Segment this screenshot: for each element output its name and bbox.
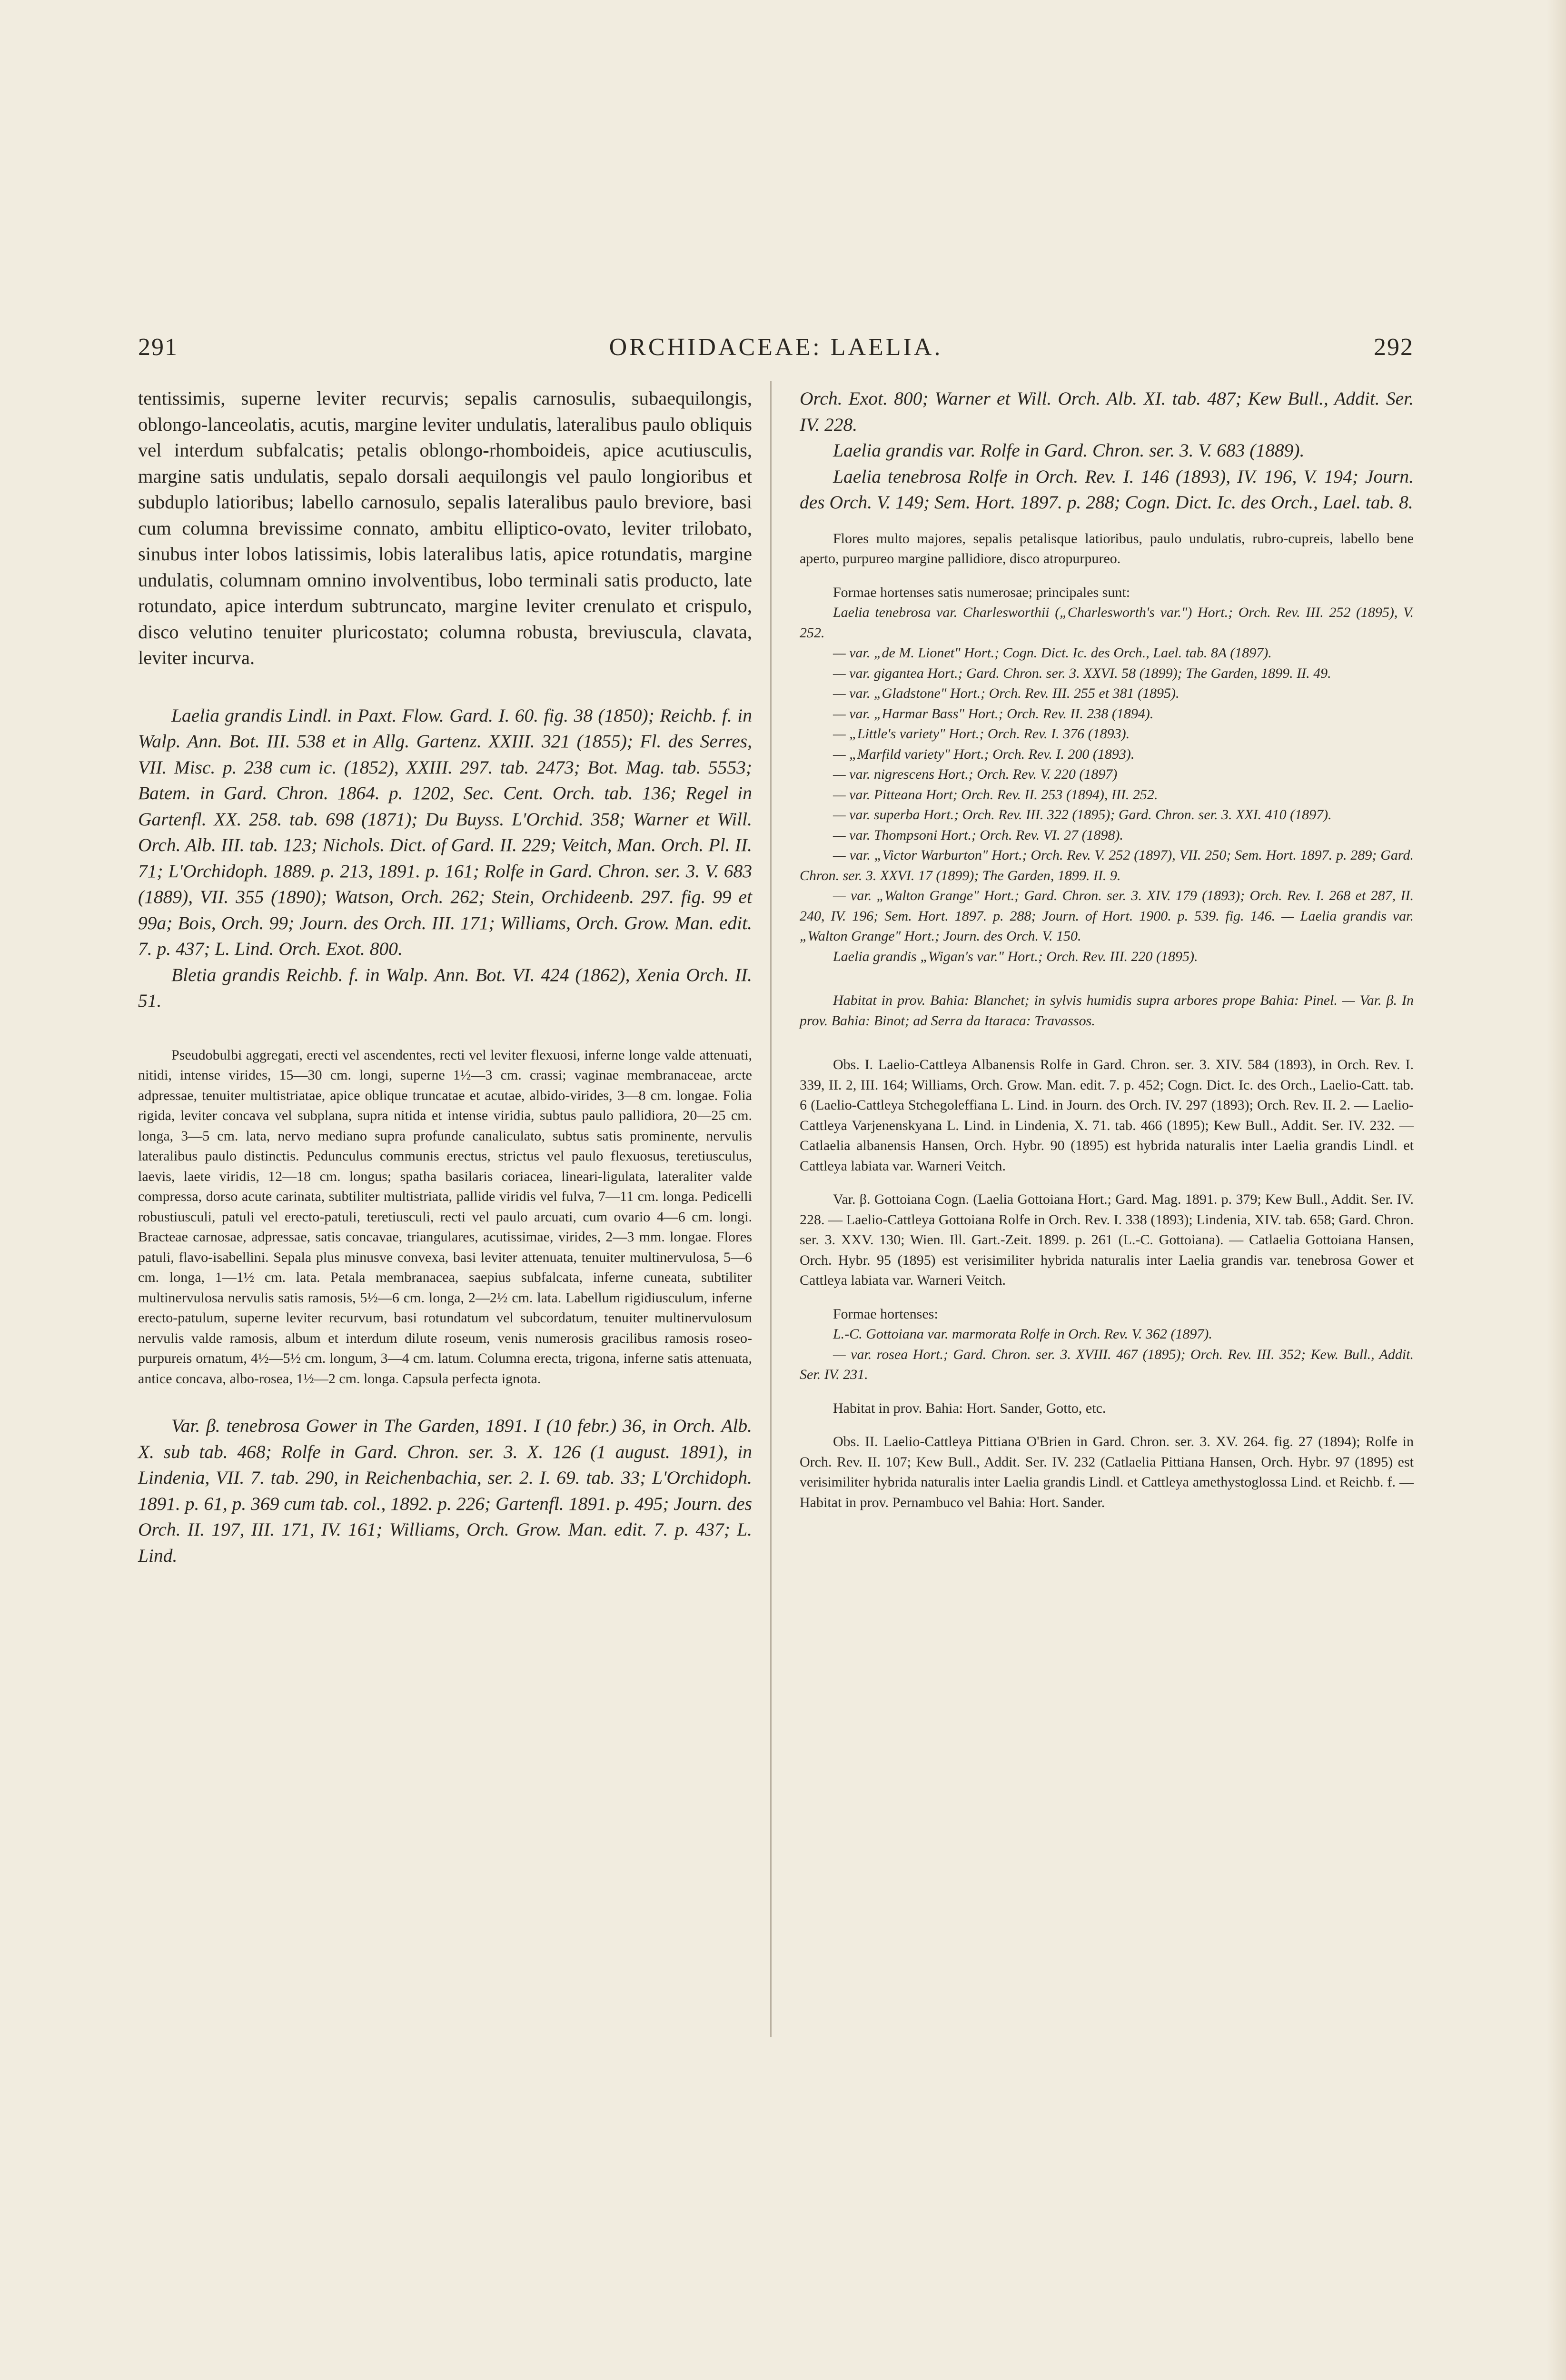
column-divider [770,381,772,2037]
forma-entry: — var. „Gladstone" Hort.; Orch. Rev. III. 255 et 381 (1895). [833,685,1179,701]
synonymy-bletia-grandis: Bletia grandis Reichb. f. in Walp. Ann. Bot. VI. 424 (1862), Xenia Orch. II. 51. [138,964,752,1011]
left-column [138,386,752,1568]
right-column [800,386,1414,1513]
forma-entry: — var. „Harmar Bass" Hort.; Orch. Rev. II. 238 (1894). [833,705,1154,722]
forma-entry: — var. Pitteana Hort; Orch. Rev. II. 253 (1894), III. 252. [833,786,1158,803]
forma-entry-gottoiana: — var. rosea Hort.; Gard. Chron. ser. 3. XVIII. 467 (1895); Orch. Rev. III. 352; Kew. Bull., Addit. Ser. IV. 231. [800,1346,1414,1382]
forma-entry: — var. gigantea Hort.; Gard. Chron. ser. 3. XXVI. 58 (1899); The Garden, 1899. II. 49. [833,665,1331,681]
forma-entry: — var. nigrescens Hort.; Orch. Rev. V. 220 (1897) [833,766,1118,782]
description-paragraph: tentissimis, superne leviter recurvis; sepalis carnosulis, subaequilongis, oblongo-lanceolatis, acutis, margine leviter undulatis, lateralibus paulo obliquis vel interdum subfalcatis; petalis oblongo-rhomboideis, apice acutiusculis, margine satis undulatis, sepalo dorsali aequilongis vel paulo longioribus et subduplo latioribus; labello carnosulo, sepalis lateralibus paulo breviore, basi cum columna brevissime connato, ambitu elliptico-ovato, leviter trilobato, sinubus inter lobos latissimis, lobis lateralibus latis, apice rotundatis, margine undulatis, columnam omnino involventibus, lobo terminali satis producto, late rotundato, apice interdum subtruncato, margine leviter crenulato et crispulo, disco velutino tenuiter pluricostato; columna robusta, breviuscula, clavata, leviter incurva. [138,387,752,668]
page-header [138,333,1414,371]
observation-one: Obs. I. Laelio-Cattleya Albanensis Rolfe in Gard. Chron. ser. 3. XIV. 584 (1893), in Orch. Rev. I. 339, II. 2, III. 164; Williams, Orch. Grow. Man. edit. 7. p. 452; Cogn. Dict. Ic. des Orch., Laelio-Catt. tab. 6 (Laelio-Cattleya Stchegoleffiana L. Lind. in Journ. des Orch. IV. 297 (1893); Orch. Rev. II. 2. — Laelio-Cattleya Varjenenskyana L. Lind. in Lindenia, X. 71. tab. 466 (1895); Kew Bull., Addit. Ser. IV. 232. — Catlaelia albanensis Hansen, Orch. Hybr. 90 (1895) est hybrida naturalis inter Laelia grandis Lindl. et Cattleya labiata var. Warneri Veitch. [800,1057,1414,1174]
forma-entry: — var. „Victor Warburton" Hort.; Orch. Rev. V. 252 (1897), VII. 250; Sem. Hort. 1897. p. 289; Gard. Chron. ser. 3. XXVI. 17 (1899); The Garden, 1899. II. 9. [800,847,1414,883]
synonym-grandis-var: Laelia grandis var. Rolfe in Gard. Chron. ser. 3. V. 683 (1889). [833,440,1305,461]
synonymy-laelia-grandis: Laelia grandis Lindl. in Paxt. Flow. Gard. I. 60. fig. 38 (1850); Reichb. f. in Walp. Ann. Bot. III. 538 et in Allg. Gartenz. XXIII. 321 (1855); Fl. des Serres, VII. Misc. p. 238 cum ic. (1852), XXIII. 297. tab. 2473; Bot. Mag. tab. 5553; Batem. in Gard. Chron. 1864. p. 1202, Sec. Cent. Orch. tab. 136; Regel in Gartenfl. XX. 258. tab. 698 (1871); Du Buyss. L'Orchid. 358; Warner et Will. Orch. Alb. III. tab. 123; Nichols. Dict. of Gard. II. 229; Veitch, Man. Orch. Pl. II. 71; L'Orchidoph. 1889. p. 213, 1891. p. 161; Rolfe in Gard. Chron. ser. 3. V. 683 (1889), VII. 355 (1890); Watson, Orch. 262; Stein, Orchideenb. 297. fig. 99 et 99a; Bois, Orch. 99; Journ. des Orch. III. 171; Williams, Orch. Grow. Man. edit. 7. p. 437; L. Lind. Orch. Exot. 800. [138,704,752,959]
page-edge-shadow [1547,0,1566,2380]
forma-entry: — „Marfild variety" Hort.; Orch. Rev. I. 200 (1893). [833,746,1135,762]
page-number-right: 292 [1374,334,1414,361]
forma-entry: — var. „Walton Grange" Hort.; Gard. Chron. ser. 3. XIV. 179 (1893); Orch. Rev. I. 268 et 287, II. 240, IV. 196; Sem. Hort. 1897. p. 288; Journ. of Hort. 1900. p. 539. fig. 146. — Laelia grandis var. „Walton Grange" Hort.; Journ. des Orch. V. 150. [800,888,1414,944]
flores-description: Flores multo majores, sepalis petalisque latioribus, paulo undulatis, rubro-cupreis, labello bene aperto, purpureo margine pallidiore, disco atropurpureo. [800,530,1414,566]
forma-entry-gottoiana: L.-C. Gottoiana var. marmorata Rolfe in Orch. Rev. V. 362 (1897). [833,1326,1212,1342]
forma-entry: Laelia tenebrosa var. Charlesworthii („Charlesworth's var.") Hort.; Orch. Rev. III. 252 (1895), V. 252. [800,605,1414,641]
habitat-paragraph: Habitat in prov. Bahia: Blanchet; in sylvis humidis supra arbores prope Bahia: Pinel. — Var. β. In prov. Bahia: Binot; ad Serra da Itaraca: Travassos. [800,992,1414,1029]
running-title: ORCHIDACEAE: LAELIA. [609,334,943,361]
variety-tenebrosa-citation: Var. β. tenebrosa Gower in The Garden, 1891. I (10 febr.) 36, in Orch. Alb. X. sub tab. 468; Rolfe in Gard. Chron. ser. 3. X. 126 (1 august. 1891), in Lindenia, VII. 7. tab. 290, in Reichenbachia, ser. 2. I. 69. tab. 33; L'Orchidoph. 1891. p. 61, p. 369 cum tab. col., 1892. p. 226; Gartenfl. 1891. p. 495; Journ. des Orch. II. 197, III. 171, IV. 161; Williams, Orch. Grow. Man. edit. 7. p. 437; L. Lind. [138,1415,752,1566]
formae-hortenses-heading: Formae hortenses: [833,1306,938,1322]
forma-entry: — „Little's variety" Hort.; Orch. Rev. I. 376 (1893). [833,726,1130,742]
forma-entry: Laelia grandis „Wigan's var." Hort.; Orch. Rev. III. 220 (1895). [833,948,1198,964]
forma-entry: — var. superba Hort.; Orch. Rev. III. 322 (1895); Gard. Chron. ser. 3. XXI. 410 (1897). [833,807,1332,823]
observation-two: Obs. II. Laelio-Cattleya Pittiana O'Brien in Gard. Chron. ser. 3. XV. 264. fig. 27 (1894); Rolfe in Orch. Rev. II. 107; Kew Bull., Addit. Ser. IV. 232 (Catlaelia Pittiana Hansen, Orch. Hybr. 97 (1895) est verisimiliter hybrida naturalis inter Laelia grandis Lindl. et Cattleya amethystoglossa Lind. et Reichb. f. — Habitat in prov. Pernambuco vel Bahia: Hort. Sander. [800,1434,1414,1510]
forma-entry: — var. „de M. Lionet" Hort.; Cogn. Dict. Ic. des Orch., Lael. tab. 8A (1897). [833,645,1272,661]
habitat-gottoiana: Habitat in prov. Bahia: Hort. Sander, Gotto, etc. [833,1400,1106,1416]
variety-gottoiana: Var. β. Gottoiana Cogn. (Laelia Gottoiana Hort.; Gard. Mag. 1891. p. 379; Kew Bull., Addit. Ser. IV. 228. — Laelio-Cattleya Gottoiana Rolfe in Orch. Rev. I. 338 (1893); Lindenia, XIV. tab. 658; Gard. Chron. ser. 3. XXV. 130; Wien. Ill. Gart.-Zeit. 1899. p. 261 (L.-C. Gottoiana). — Catlaelia Gottoiana Hansen, Orch. Hybr. 95 (1895) est verisimiliter hybrida naturalis inter Laelia grandis var. tenebrosa Gower et Cattleya labiata var. Warneri Veitch. [800,1191,1414,1288]
citation-continuation: Orch. Exot. 800; Warner et Will. Orch. Alb. XI. tab. 487; Kew Bull., Addit. Ser. IV. 228. [800,388,1414,435]
forma-entry: — var. Thompsoni Hort.; Orch. Rev. VI. 27 (1898). [833,827,1123,843]
synonym-laelia-tenebrosa: Laelia tenebrosa Rolfe in Orch. Rev. I. 146 (1893), IV. 196, V. 194; Journ. des Orch. V. 149; Sem. Hort. 1897. p. 288; Cogn. Dict. Ic. des Orch., Lael. tab. 8. [800,466,1414,513]
detailed-description: Pseudobulbi aggregati, erecti vel ascendentes, recti vel leviter flexuosi, inferne longe valde attenuati, nitidi, intense virides, 15—30 cm. longi, superne 1½—3 cm. crassi; vaginae membranaceae, arcte adpressae, tenuiter multistriatae, apice oblique truncatae et acutae, albido-virides, 3—8 cm. longae. Folia rigida, leviter concava vel subplana, supra nitida et intense viridia, subtus paulo pallidiora, 20—25 cm. longa, 3—5 cm. lata, nervo mediano supra profunde canaliculato, subtus satis prominente, nervulis lateralibus paulo distinctis. Pedunculus communis erectus, strictus vel paulo flexuosus, teretiusculus, laevis, laete viridis, 12—18 cm. longus; spatha basilaris coriacea, lineari-ligulata, lateraliter valde compressa, dorso acute carinata, subtiliter multistriata, pallide viridis vel fulva, 7—11 cm. longa. Pedicelli robustiusculi, patuli vel erecto-patuli, teretiusculi, recti vel paulo arcuati, cum ovario 4—6 cm. longi. Bracteae carnosae, adpressae, satis concavae, triangulares, acutissimae, virides, 2—3 mm. longae. Flores patuli, flavo-isabellini. Sepala plus minusve convexa, basi leviter attenuata, tenuiter multinervulosa, 5—6 cm. longa, 1—1½ cm. lata. Petala membranacea, saepius subfalcata, inferne cuneata, subtiliter multinervulosa nervulis satis ramosis, 5½—6 cm. longa, 2—2½ cm. lata. Labellum rigidiusculum, inferne erecto-patulum, superne leviter recurvum, basi rotundatum vel subcordatum, tenuiter multinervulosum nervulis valde ramosis, album et interdum dilute roseum, venis numerosis gracilibus ramosis roseo-purpureis ornatum, 4½—5½ cm. longum, 3—4 cm. latum. Columna erecta, trigona, inferne satis attenuata, antice concava, albo-rosea, 1½—2 cm. longa. Capsula perfecta ignota. [138,1047,752,1387]
formae-hortenses-intro: Formae hortenses satis numerosae; principales sunt: [833,584,1130,600]
page-number-left: 291 [138,334,178,361]
